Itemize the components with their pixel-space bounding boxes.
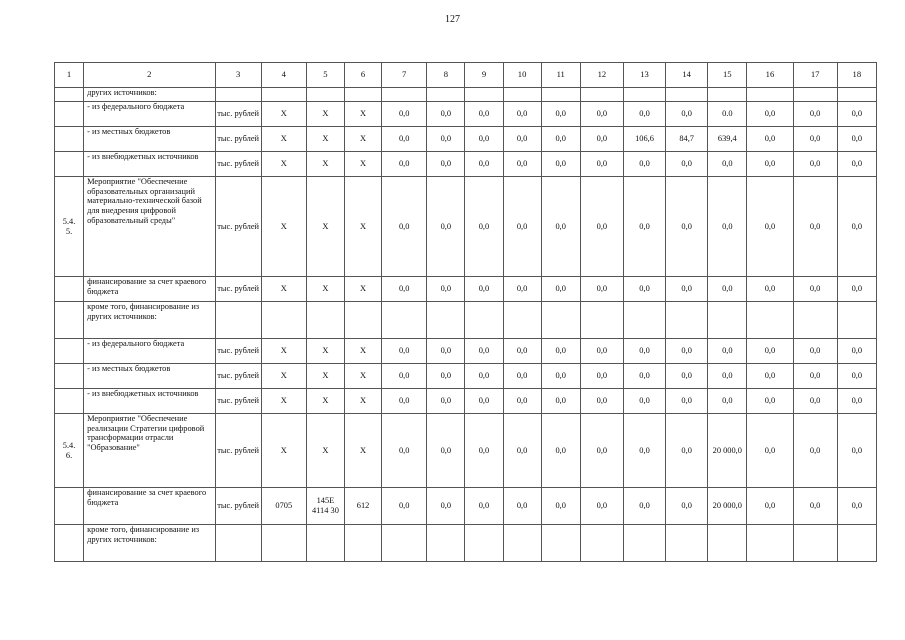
table-cell xyxy=(55,277,84,302)
table-cell xyxy=(215,88,261,102)
header-cell: 11 xyxy=(541,63,580,88)
row-label-cell: финансирование за счет краевого бюджета xyxy=(84,277,215,302)
table-cell: X xyxy=(306,277,344,302)
table-cell xyxy=(708,302,747,339)
table-cell: 0,0 xyxy=(427,488,465,525)
table-cell: X xyxy=(261,414,306,488)
table-cell: 0,0 xyxy=(837,339,876,364)
table-cell: X xyxy=(345,414,382,488)
table-cell xyxy=(465,88,503,102)
table-cell: 0,0 xyxy=(580,414,623,488)
table-cell xyxy=(261,302,306,339)
table-cell: X xyxy=(261,364,306,389)
header-cell: 4 xyxy=(261,63,306,88)
table-cell: 0,0 xyxy=(382,364,427,389)
table-cell: 145E 4114 30 xyxy=(306,488,344,525)
table-cell: X xyxy=(261,127,306,152)
table-cell: 0,0 xyxy=(427,414,465,488)
table-cell xyxy=(503,525,541,562)
table-row xyxy=(55,277,877,302)
table-cell xyxy=(427,88,465,102)
table-cell: 0,0 xyxy=(708,389,747,414)
table-cell: 0,0 xyxy=(837,389,876,414)
table-cell: X xyxy=(345,339,382,364)
table-cell xyxy=(55,364,84,389)
header-cell: 14 xyxy=(666,63,708,88)
table-cell xyxy=(382,88,427,102)
table-cell: X xyxy=(345,102,382,127)
table-cell: тыс. рублей xyxy=(215,277,261,302)
table-cell: X xyxy=(306,414,344,488)
table-cell: 0,0 xyxy=(747,127,793,152)
table-cell: 0,0 xyxy=(427,177,465,277)
table-cell: 0,0 xyxy=(708,177,747,277)
table-cell: 0,0 xyxy=(708,152,747,177)
table-cell: 0,0 xyxy=(465,364,503,389)
table-cell: 0,0 xyxy=(747,414,793,488)
table-cell: тыс. рублей xyxy=(215,339,261,364)
table-cell: 0,0 xyxy=(503,414,541,488)
table-row xyxy=(55,127,877,152)
row-label-cell: - из внебюджетных источников xyxy=(84,389,215,414)
table-cell: 0,0 xyxy=(541,339,580,364)
table-cell: тыс. рублей xyxy=(215,177,261,277)
table-cell xyxy=(503,88,541,102)
table-row xyxy=(55,488,877,525)
table-cell xyxy=(747,88,793,102)
table-row xyxy=(55,364,877,389)
table-cell: 5.4. 6. xyxy=(55,414,84,488)
table-cell xyxy=(55,127,84,152)
table-cell: 0,0 xyxy=(837,364,876,389)
table-cell xyxy=(580,525,623,562)
header-cell: 10 xyxy=(503,63,541,88)
header-cell: 15 xyxy=(708,63,747,88)
table-cell: 0,0 xyxy=(382,127,427,152)
table-cell xyxy=(623,88,665,102)
table-cell: 612 xyxy=(345,488,382,525)
table-cell: X xyxy=(345,364,382,389)
table-cell: тыс. рублей xyxy=(215,127,261,152)
row-label-cell: - из федерального бюджета xyxy=(84,339,215,364)
table-cell: 0,0 xyxy=(465,102,503,127)
header-cell: 8 xyxy=(427,63,465,88)
table-cell xyxy=(837,525,876,562)
row-label-cell: других источников: xyxy=(84,88,215,102)
table-cell: 0,0 xyxy=(427,152,465,177)
header-cell: 12 xyxy=(580,63,623,88)
table-cell xyxy=(503,302,541,339)
table-cell xyxy=(747,302,793,339)
header-cell: 3 xyxy=(215,63,261,88)
table-cell xyxy=(708,88,747,102)
table-cell: 0,0 xyxy=(541,414,580,488)
table-cell: 0,0 xyxy=(837,488,876,525)
table-cell: 0,0 xyxy=(793,364,837,389)
table-cell xyxy=(427,525,465,562)
table-cell xyxy=(261,88,306,102)
header-cell: 18 xyxy=(837,63,876,88)
table-cell: 0,0 xyxy=(541,364,580,389)
table-cell xyxy=(427,302,465,339)
table-cell: 0,0 xyxy=(837,127,876,152)
table-cell: 0,0 xyxy=(465,389,503,414)
table-cell: 0,0 xyxy=(666,277,708,302)
table-cell: X xyxy=(261,102,306,127)
table-cell: 0,0 xyxy=(666,389,708,414)
table-cell: 84,7 xyxy=(666,127,708,152)
header-cell: 9 xyxy=(465,63,503,88)
table-cell: 0,0 xyxy=(503,364,541,389)
table-cell xyxy=(55,339,84,364)
table-cell: 0,0 xyxy=(747,339,793,364)
table-cell: 106,6 xyxy=(623,127,665,152)
table-cell: 0,0 xyxy=(427,339,465,364)
table-cell: 0,0 xyxy=(580,152,623,177)
table-row xyxy=(55,102,877,127)
table-cell xyxy=(382,302,427,339)
table-cell xyxy=(306,88,344,102)
table-cell: 0,0 xyxy=(382,389,427,414)
table-cell: 0,0 xyxy=(382,414,427,488)
table-cell: 0,0 xyxy=(793,414,837,488)
table-cell: X xyxy=(261,152,306,177)
table-cell: 0,0 xyxy=(747,277,793,302)
table-cell xyxy=(465,525,503,562)
table-cell: 0,0 xyxy=(382,102,427,127)
budget-table xyxy=(54,62,877,562)
table-cell xyxy=(837,302,876,339)
table-cell: 0,0 xyxy=(793,339,837,364)
table-cell: X xyxy=(306,339,344,364)
table-cell: X xyxy=(306,127,344,152)
table-cell: 0,0 xyxy=(747,102,793,127)
table-cell: 0,0 xyxy=(623,389,665,414)
table-cell: 0,0 xyxy=(541,177,580,277)
row-label-cell: - из федерального бюджета xyxy=(84,102,215,127)
table-cell xyxy=(793,88,837,102)
table-cell: 0,0 xyxy=(580,364,623,389)
table-cell: 0,0 xyxy=(708,277,747,302)
table-cell: 0,0 xyxy=(503,127,541,152)
table-cell: 0,0 xyxy=(837,277,876,302)
row-label-cell: - из местных бюджетов xyxy=(84,127,215,152)
table-cell xyxy=(345,525,382,562)
table-cell: 0,0 xyxy=(666,102,708,127)
table-cell xyxy=(306,302,344,339)
table-cell: 0,0 xyxy=(793,389,837,414)
table-cell: 0,0 xyxy=(541,102,580,127)
row-label-cell: Мероприятие "Обеспечение реализации Стратегии цифровой трансформации отрасли "Образование" xyxy=(84,414,215,488)
table-cell: X xyxy=(306,177,344,277)
table-cell xyxy=(580,88,623,102)
table-cell xyxy=(623,525,665,562)
table-cell xyxy=(55,152,84,177)
table-cell: 0,0 xyxy=(427,127,465,152)
table-cell: X xyxy=(345,389,382,414)
table-cell: X xyxy=(306,364,344,389)
table-cell: 0,0 xyxy=(837,177,876,277)
table-cell xyxy=(666,302,708,339)
table-cell xyxy=(666,525,708,562)
table-cell: тыс. рублей xyxy=(215,389,261,414)
table-cell: 0,0 xyxy=(503,102,541,127)
table-cell xyxy=(55,488,84,525)
table-cell: 0,0 xyxy=(793,102,837,127)
table-row xyxy=(55,525,877,562)
table-cell xyxy=(465,302,503,339)
table-cell xyxy=(215,525,261,562)
header-cell: 5 xyxy=(306,63,344,88)
row-label-cell: кроме того, финансирование из других источников: xyxy=(84,525,215,562)
table-cell: X xyxy=(261,339,306,364)
table-cell: 0,0 xyxy=(623,414,665,488)
table-cell: 0,0 xyxy=(541,488,580,525)
table-cell xyxy=(541,302,580,339)
table-cell: 0,0 xyxy=(382,488,427,525)
table-cell: 0,0 xyxy=(580,488,623,525)
row-label-cell: Мероприятие "Обеспечение образовательных организаций материально-технической базой для внедрения цифровой образовательный среды" xyxy=(84,177,215,277)
table-cell: 0,0 xyxy=(623,339,665,364)
table-body xyxy=(55,63,877,562)
table-cell: 0,0 xyxy=(666,339,708,364)
table-cell: 0,0 xyxy=(666,152,708,177)
table-cell: тыс. рублей xyxy=(215,364,261,389)
table-cell: 0,0 xyxy=(580,177,623,277)
table-cell: 0,0 xyxy=(623,277,665,302)
table-cell: X xyxy=(345,152,382,177)
table-cell xyxy=(837,88,876,102)
table-cell: тыс. рублей xyxy=(215,102,261,127)
table-cell: 0,0 xyxy=(503,277,541,302)
table-cell: 0,0 xyxy=(747,152,793,177)
table-cell xyxy=(261,525,306,562)
table-cell: 0,0 xyxy=(708,364,747,389)
table-cell: 0,0 xyxy=(666,364,708,389)
table-cell: 0,0 xyxy=(580,277,623,302)
table-cell: 0,0 xyxy=(623,177,665,277)
table-cell: 0,0 xyxy=(503,488,541,525)
table-cell: 0,0 xyxy=(837,414,876,488)
table-cell: 0,0 xyxy=(465,127,503,152)
row-label-cell: - из местных бюджетов xyxy=(84,364,215,389)
table-cell: 0,0 xyxy=(793,277,837,302)
table-cell: 0,0 xyxy=(837,102,876,127)
header-cell: 6 xyxy=(345,63,382,88)
table-cell: 0,0 xyxy=(465,488,503,525)
table-cell xyxy=(55,389,84,414)
table-row xyxy=(55,177,877,277)
table-cell xyxy=(580,302,623,339)
table-cell xyxy=(747,525,793,562)
table-cell: 0,0 xyxy=(382,177,427,277)
table-cell: 0,0 xyxy=(465,414,503,488)
table-cell xyxy=(215,302,261,339)
table-cell: 0,0 xyxy=(666,488,708,525)
table-cell: 0,0 xyxy=(623,102,665,127)
table-cell: 0,0 xyxy=(793,127,837,152)
table-cell xyxy=(623,302,665,339)
header-cell: 2 xyxy=(84,63,215,88)
table-cell xyxy=(55,88,84,102)
table-cell: 0,0 xyxy=(465,177,503,277)
header-cell: 16 xyxy=(747,63,793,88)
table-row xyxy=(55,302,877,339)
table-cell: X xyxy=(261,389,306,414)
table-cell xyxy=(382,525,427,562)
table-cell: тыс. рублей xyxy=(215,488,261,525)
table-cell: 0,0 xyxy=(623,488,665,525)
table-cell: 0,0 xyxy=(623,364,665,389)
table-cell: 20 000,0 xyxy=(708,488,747,525)
table-cell xyxy=(541,525,580,562)
row-label-cell: - из внебюджетных источников xyxy=(84,152,215,177)
row-label-cell: кроме того, финансирование из других источников: xyxy=(84,302,215,339)
table-cell: 0,0 xyxy=(793,152,837,177)
table-cell: 0.0 xyxy=(708,102,747,127)
table-cell: 0,0 xyxy=(793,177,837,277)
header-cell: 13 xyxy=(623,63,665,88)
table-cell: X xyxy=(261,177,306,277)
table-cell: 0,0 xyxy=(541,152,580,177)
table-cell: X xyxy=(306,102,344,127)
table-cell: 0,0 xyxy=(503,177,541,277)
table-cell: X xyxy=(261,277,306,302)
table-cell xyxy=(793,302,837,339)
table-cell: 0,0 xyxy=(580,102,623,127)
table-cell: 639,4 xyxy=(708,127,747,152)
page-number: 127 xyxy=(445,14,460,25)
table-cell: 0,0 xyxy=(541,389,580,414)
table-cell: тыс. рублей xyxy=(215,152,261,177)
table-cell: 0,0 xyxy=(541,277,580,302)
table-cell xyxy=(306,525,344,562)
table-cell: 0,0 xyxy=(427,277,465,302)
table-cell: 20 000,0 xyxy=(708,414,747,488)
table-cell: X xyxy=(345,127,382,152)
header-cell: 17 xyxy=(793,63,837,88)
table-cell: 0,0 xyxy=(747,364,793,389)
table-cell: 0,0 xyxy=(427,389,465,414)
table-row xyxy=(55,339,877,364)
table-cell: 0,0 xyxy=(382,277,427,302)
table-cell xyxy=(541,88,580,102)
table-cell: 0,0 xyxy=(427,364,465,389)
table-cell: 0,0 xyxy=(747,389,793,414)
table-cell xyxy=(55,302,84,339)
table-cell xyxy=(345,302,382,339)
table-cell: 0,0 xyxy=(541,127,580,152)
table-cell xyxy=(793,525,837,562)
row-label-cell: финансирование за счет краевого бюджета xyxy=(84,488,215,525)
table-cell: 0,0 xyxy=(427,102,465,127)
table-cell: 0,0 xyxy=(747,488,793,525)
table-cell: 0,0 xyxy=(708,339,747,364)
table-cell: тыс. рублей xyxy=(215,414,261,488)
table-row xyxy=(55,152,877,177)
table-cell: 0,0 xyxy=(580,389,623,414)
table-cell: 0,0 xyxy=(503,152,541,177)
table-cell: X xyxy=(306,152,344,177)
table-cell: 0,0 xyxy=(793,488,837,525)
table-cell: 0,0 xyxy=(666,177,708,277)
header-cell: 7 xyxy=(382,63,427,88)
table-row xyxy=(55,389,877,414)
table-cell: 0,0 xyxy=(382,152,427,177)
table-cell xyxy=(55,102,84,127)
table-cell: 0,0 xyxy=(382,339,427,364)
table-row xyxy=(55,88,877,102)
table-cell: 0,0 xyxy=(465,277,503,302)
table-cell: 0,0 xyxy=(580,127,623,152)
table-cell: 0,0 xyxy=(503,339,541,364)
table-cell xyxy=(345,88,382,102)
table-cell: 5.4. 5. xyxy=(55,177,84,277)
table-cell: X xyxy=(306,389,344,414)
table-cell: 0,0 xyxy=(747,177,793,277)
table-cell: 0,0 xyxy=(503,389,541,414)
table-cell: 0,0 xyxy=(666,414,708,488)
table-cell xyxy=(55,525,84,562)
table-row xyxy=(55,414,877,488)
table-cell: 0,0 xyxy=(580,339,623,364)
table-cell: 0,0 xyxy=(465,152,503,177)
table-cell: 0,0 xyxy=(837,152,876,177)
table-cell: X xyxy=(345,177,382,277)
header-cell: 1 xyxy=(55,63,84,88)
table-cell: 0,0 xyxy=(623,152,665,177)
table-cell: 0,0 xyxy=(465,339,503,364)
header-row xyxy=(55,63,877,88)
table-cell: X xyxy=(345,277,382,302)
table-cell xyxy=(666,88,708,102)
table-cell: 0705 xyxy=(261,488,306,525)
table-cell xyxy=(708,525,747,562)
